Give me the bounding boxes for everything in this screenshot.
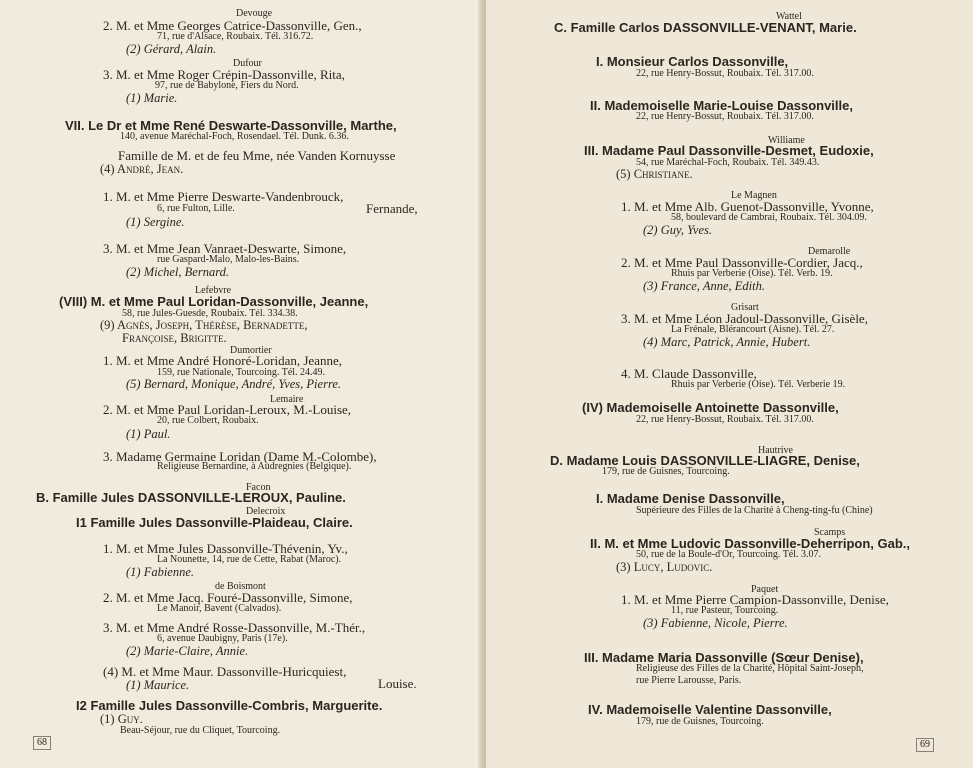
right-page-line: D. Madame Louis DASSONVILLE-LIAGRE, Denise, <box>550 453 860 468</box>
right-page-line: 50, rue de la Boule-d'Or, Tourcoing. Tél. 3.07. <box>636 549 822 560</box>
left-page-line: (1) Maurice. <box>126 678 190 692</box>
right-page-line: Wattel <box>776 11 802 22</box>
page-number-right: 69 <box>916 738 934 752</box>
right-page-line: 11, rue Pasteur, Tourcoing. <box>671 605 779 616</box>
left-page-line: VII. Le Dr et Mme René Deswarte-Dassonville, Marthe, <box>65 118 397 133</box>
left-page-line: 97, rue de Babylone, Fiers du Nord. <box>155 80 299 91</box>
left-page-line: Delecroix <box>246 506 286 517</box>
page-number-left: 68 <box>33 736 51 750</box>
right-page-line: I. Madame Denise Dassonville, <box>596 491 785 506</box>
right-page-line: Williame <box>768 135 805 146</box>
right-page-line: (3) Lucy, Ludovic. <box>616 560 713 574</box>
left-page-line: Devouge <box>236 8 273 19</box>
right-page-line: C. Famille Carlos DASSONVILLE-VENANT, Marie. <box>554 20 857 35</box>
left-page-line: (1) Paul. <box>126 427 171 441</box>
left-page-line: (1) Fabienne. <box>126 565 195 579</box>
left-page-line: (2) Marie-Claire, Annie. <box>126 644 249 658</box>
left-page-line: 1. M. et Mme Pierre Deswarte-Vandenbrouck, <box>103 189 344 204</box>
left-page <box>0 0 484 768</box>
right-page-line: I. Monsieur Carlos Dassonville, <box>596 54 789 69</box>
right-page-line: 22, rue Henry-Bossut, Roubaix. Tél. 317.00. <box>636 414 814 425</box>
left-page-line: Beau-Séjour, rue du Cliquet, Tourcoing. <box>120 725 281 736</box>
right-page-line: 1. M. et Mme Alb. Guenot-Dassonville, Yvonne, <box>621 199 874 214</box>
left-page-line: Famille de M. et de feu Mme, née Vanden Kornuysse <box>118 148 396 163</box>
right-page-line: 58, boulevard de Cambrai, Roubaix. Tél. 304.09. <box>671 212 867 223</box>
right-page-line: 54, rue Maréchal-Foch, Roubaix. Tél. 349.43. <box>636 157 820 168</box>
right-page-line: (3) France, Anne, Edith. <box>643 279 765 293</box>
right-page-line: 3. M. et Mme Léon Jadoul-Dassonville, Gisèle, <box>621 311 868 326</box>
right-page-line: III. Madame Maria Dassonville (Sœur Denise), <box>584 650 864 665</box>
left-page-line: Dufour <box>233 58 262 69</box>
right-page-line: 179, rue de Guisnes, Tourcoing. <box>636 716 764 727</box>
right-page-line: (2) Guy, Yves. <box>643 223 712 237</box>
left-page-line: 20, rue Colbert, Roubaix. <box>157 415 259 426</box>
right-page-line: 179, rue de Guisnes, Tourcoing. <box>602 466 730 477</box>
left-page-line: Religieuse Bernardine, à Audregnies (Belgique). <box>157 461 352 472</box>
left-page-line: B. Famille Jules DASSONVILLE-LEROUX, Pauline. <box>36 490 346 505</box>
left-page-line: Louise. <box>378 676 417 691</box>
left-page-line: (1) Sergine. <box>126 215 185 229</box>
left-page-line: Facon <box>246 482 271 493</box>
right-page-line: (3) Fabienne, Nicole, Pierre. <box>643 616 788 630</box>
left-page-line: I2 Famille Jules Dassonville-Combris, Marguerite. <box>76 698 383 713</box>
left-page-line: Fernande, <box>366 201 418 216</box>
left-page-line: 3. M. et Mme Roger Crépin-Dassonville, Rita, <box>103 67 345 82</box>
left-page-line: rue Gaspard-Malo, Malo-les-Bains. <box>157 254 300 265</box>
left-page-line: 71, rue d'Alsace, Roubaix. Tél. 316.72. <box>157 31 314 42</box>
right-page-line: (4) Marc, Patrick, Annie, Hubert. <box>643 335 811 349</box>
right-page-line: Demarolle <box>808 246 851 257</box>
left-page-line: Françoise, Brigitte. <box>122 331 227 345</box>
left-page-line: (4) André, Jean. <box>100 162 184 176</box>
right-page-line: Hautrive <box>758 445 793 456</box>
left-page-line: La Nounette, 14, rue de Cette, Rabat (Maroc). <box>157 554 342 565</box>
right-page-line: II. Mademoiselle Marie-Louise Dassonville, <box>590 98 853 113</box>
left-page-line: 3. Madame Germaine Loridan (Dame M.-Colombe), <box>103 449 377 464</box>
left-page-line: Lemaire <box>270 394 304 405</box>
right-page-line: Scamps <box>814 527 846 538</box>
left-page-line: 3. M. et Mme Jean Vanraet-Deswarte, Simone, <box>103 241 347 256</box>
right-page-line: Paquet <box>751 584 779 595</box>
left-page-line: 58, rue Jules-Guesde, Roubaix. Tél. 334.38. <box>122 308 298 319</box>
left-page-line: 2. M. et Mme Georges Catrice-Dassonville, Gen., <box>103 18 362 33</box>
left-page-line: (1) Marie. <box>126 91 178 105</box>
right-page-line: Rhuis par Verberie (Oise). Tél. Verberie 19. <box>671 379 846 390</box>
left-page-line: (9) Agnès, Joseph, Thérèse, Bernadette, <box>100 318 308 332</box>
left-page-line: Le Manoir, Bavent (Calvados). <box>157 603 282 614</box>
right-page-line: Grisart <box>731 302 759 313</box>
right-page-line: IV. Mademoiselle Valentine Dassonville, <box>588 702 832 717</box>
left-page-line: Dumortier <box>230 345 272 356</box>
left-page-line: 2. M. et Mme Paul Loridan-Leroux, M.-Louise, <box>103 402 352 417</box>
right-page-line: La Frénale, Blérancourt (Aisne). Tél. 27. <box>671 324 835 335</box>
left-page-line: Lefebvre <box>195 285 232 296</box>
right-page-line: rue Pierre Larousse, Paris. <box>636 675 742 686</box>
right-page-line: 22, rue Henry-Bossut, Roubaix. Tél. 317.00. <box>636 68 814 79</box>
left-page-line: 140, avenue Maréchal-Foch, Rosendael. Tél. Dunk. 6.36. <box>120 131 349 142</box>
right-page-line: 2. M. et Mme Paul Dassonville-Cordier, Jacq., <box>621 255 863 270</box>
left-page-line: 1. M. et Mme André Honoré-Loridan, Jeanne, <box>103 353 342 368</box>
left-page-line: (5) Bernard, Monique, André, Yves, Pierre. <box>126 377 342 391</box>
left-page-line: 3. M. et Mme André Rosse-Dassonville, M.-Thér., <box>103 620 366 635</box>
left-page-line: 1. M. et Mme Jules Dassonville-Thévenin, Yv., <box>103 541 348 556</box>
left-page-line: (4) M. et Mme Maur. Dassonville-Huricquiest, <box>103 664 347 679</box>
right-page-line: (5) Christiane. <box>616 167 693 181</box>
right-page-line: 4. M. Claude Dassonville, <box>621 366 757 381</box>
left-page-line: (2) Gérard, Alain. <box>126 42 217 56</box>
left-page-line: 2. M. et Mme Jacq. Fouré-Dassonville, Simone, <box>103 590 353 605</box>
right-page-line: (IV) Mademoiselle Antoinette Dassonville, <box>582 400 839 415</box>
left-page-line: (1) Guy. <box>100 712 143 726</box>
right-page-line: Religieuse des Filles de la Charité, Hôpital Saint-Joseph, <box>636 663 864 674</box>
right-page-line: II. M. et Mme Ludovic Dassonville-Deherripon, Gab., <box>590 536 911 551</box>
right-page-line: 22, rue Henry-Bossut, Roubaix. Tél. 317.00. <box>636 111 814 122</box>
right-page-line: Supérieure des Filles de la Charité à Cheng-ting-fu (Chine) <box>636 505 873 516</box>
right-page-line: Rhuis par Verberie (Oise). Tél. Verb. 19. <box>671 268 833 279</box>
right-page <box>486 0 973 768</box>
left-page-line: (2) Michel, Bernard. <box>126 265 229 279</box>
left-page-line: I1 Famille Jules Dassonville-Plaideau, Claire. <box>76 515 353 530</box>
left-page-line: (VIII) M. et Mme Paul Loridan-Dassonville, Jeanne, <box>59 294 369 309</box>
right-page-line: III. Madame Paul Dassonville-Desmet, Eudoxie, <box>584 143 874 158</box>
left-page-line: 159, rue Nationale, Tourcoing. Tél. 24.49. <box>157 367 326 378</box>
left-page-line: 6, avenue Daubigny, Paris (17e). <box>157 633 288 644</box>
left-page-line: de Boismont <box>215 581 266 592</box>
right-page-line: 1. M. et Mme Pierre Campion-Dassonville, Denise, <box>621 592 889 607</box>
left-page-line: 6, rue Fulton, Lille. <box>157 203 235 214</box>
right-page-line: Le Magnen <box>731 190 777 201</box>
